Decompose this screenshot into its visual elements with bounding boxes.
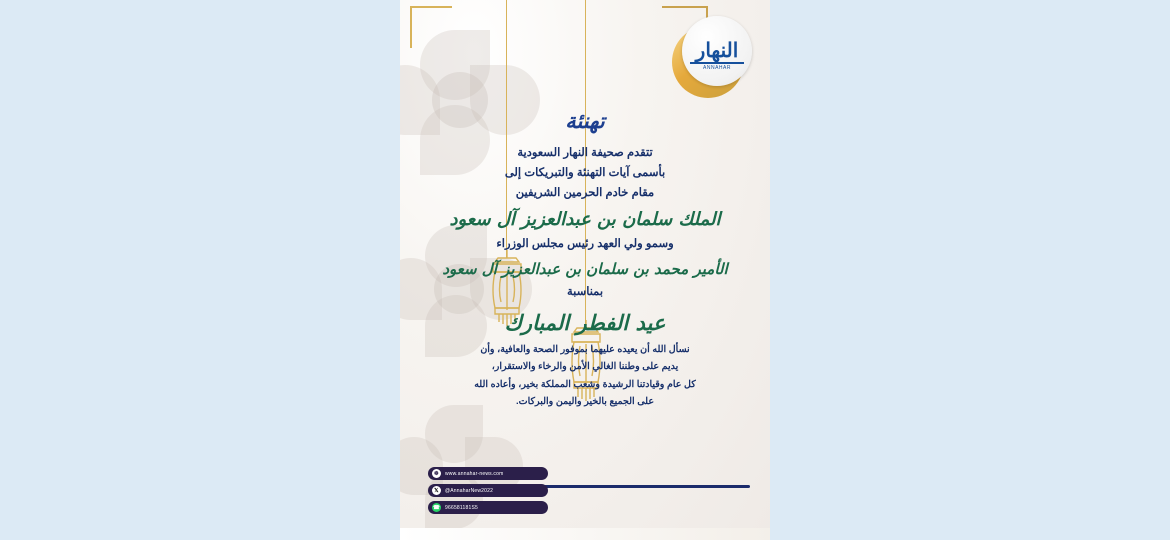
greeting-line-3: مقام خادم الحرمين الشريفين xyxy=(515,187,655,200)
king-name: الملك سلمان بن عبدالعزيز آل سعود xyxy=(449,209,721,231)
crown-prince-title: وسمو ولي العهد رئيس مجلس الوزراء xyxy=(496,238,674,251)
contact-chip-twitter[interactable] xyxy=(428,484,548,497)
contact-chip-whatsapp[interactable] xyxy=(428,501,548,514)
closing-line-4: على الجميع بالخير واليمن والبركات. xyxy=(516,396,654,408)
occasion-title: عيد الفطر المبارك xyxy=(504,309,666,335)
annahar-logo xyxy=(670,14,754,98)
logo-circle xyxy=(682,16,752,86)
whatsapp-icon: ☎ xyxy=(432,504,441,511)
closing-line-1: نسأل الله أن يعيده عليهما بموفور الصحة والعافية، وأن xyxy=(480,343,690,355)
bottom-divider xyxy=(535,485,750,488)
globe-icon: ☸ xyxy=(433,470,440,477)
logo-underline xyxy=(690,62,744,64)
greeting-line-2: بأسمى آيات التهنئة والتبريكات إلى xyxy=(504,167,666,180)
crown-prince-name: الأمير محمد بن سلمان بن عبدالعزيز آل سعود xyxy=(442,259,728,278)
contact-chips xyxy=(428,467,548,518)
logo-sub-text: ANNAHAR xyxy=(703,65,731,71)
closing-line-2: يديم على وطننا الغالي الأمن والرخاء والاستقرار، xyxy=(491,361,679,373)
x-icon: 𝕏 xyxy=(432,486,441,495)
greeting-content xyxy=(400,108,770,411)
greeting-heading: تهنئة xyxy=(565,108,605,133)
eid-greeting-poster xyxy=(400,0,770,540)
footer-band xyxy=(400,528,770,540)
website-label: www.annahar-news.com xyxy=(445,470,504,477)
logo-brand-text: النهار xyxy=(695,40,739,62)
whatsapp-label: 966581181S5 xyxy=(445,504,478,511)
twitter-label: @AnnaharNew2022 xyxy=(445,487,494,494)
corner-bracket-icon xyxy=(410,6,452,48)
greeting-line-1: تتقدم صحيفة النهار السعودية xyxy=(517,147,653,159)
closing-line-3: كل عام وقيادتنا الرشيدة وشعب المملكة بخير، وأعاده الله xyxy=(474,378,696,390)
occasion-intro: بمناسبة xyxy=(566,285,604,298)
contact-chip-website[interactable] xyxy=(428,467,548,480)
